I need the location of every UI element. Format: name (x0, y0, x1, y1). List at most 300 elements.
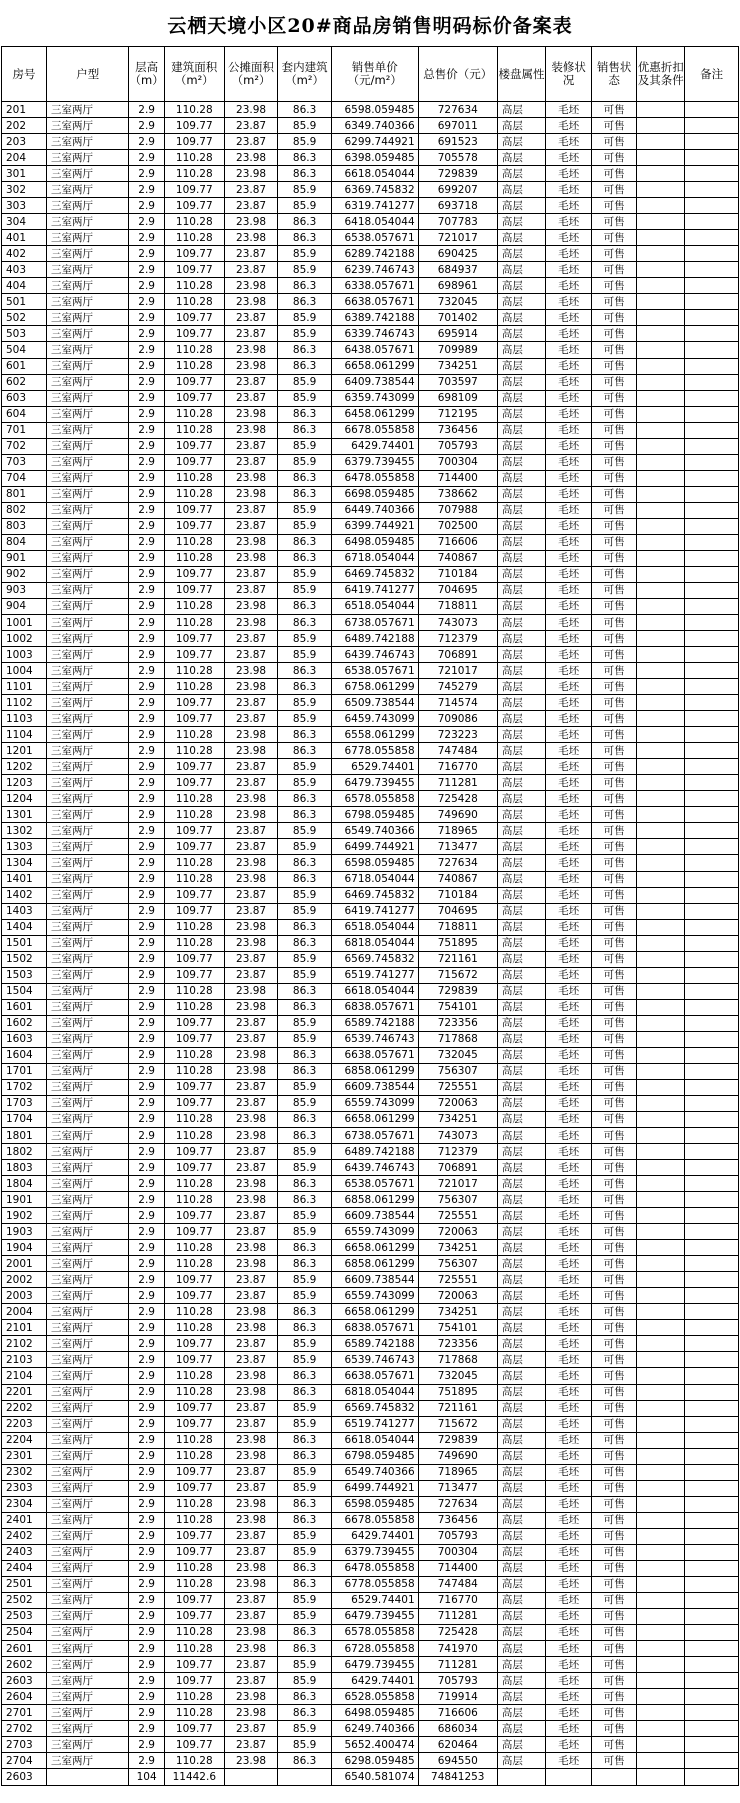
cell-gross-area: 109.77 (164, 1144, 224, 1160)
cell-sale-status: 可售 (592, 695, 637, 711)
cell-sale-status: 可售 (592, 214, 637, 230)
cell-discount (637, 1544, 685, 1560)
cell-floor-height: 2.9 (129, 759, 164, 775)
cell-discount (637, 759, 685, 775)
cell-shared-area: 23.87 (224, 1673, 278, 1689)
cell-floor-height: 2.9 (129, 1432, 164, 1448)
table-row (2, 1673, 739, 1689)
cell-inner-area: 86.3 (278, 791, 332, 807)
cell-floor-height: 2.9 (129, 1368, 164, 1384)
cell-sale-status: 可售 (592, 1031, 637, 1047)
cell-sale-status: 可售 (592, 598, 637, 614)
cell-decoration: 毛坯 (546, 118, 592, 134)
cell-building-attr: 高层 (497, 1015, 545, 1031)
cell-sale-status: 可售 (592, 1047, 637, 1063)
cell-room: 301 (2, 166, 47, 182)
cell-building-attr: 高层 (497, 1288, 545, 1304)
cell-shared-area: 23.87 (224, 1144, 278, 1160)
table-row (2, 1560, 739, 1576)
table-row (2, 743, 739, 759)
cell-discount (637, 903, 685, 919)
cell-building-attr: 高层 (497, 534, 545, 550)
cell-inner-area: 85.9 (278, 1031, 332, 1047)
cell-inner-area: 85.9 (278, 182, 332, 198)
cell-sale-status: 可售 (592, 198, 637, 214)
cell-shared-area: 23.98 (224, 358, 278, 374)
cell-type: 三室两厅 (46, 1336, 128, 1352)
cell-unit-price: 6538.057671 (331, 663, 418, 679)
cell-sale-status: 可售 (592, 1608, 637, 1624)
cell-type: 三室两厅 (46, 871, 128, 887)
cell-remark (685, 1224, 739, 1240)
cell-shared-area: 23.87 (224, 310, 278, 326)
cell-discount (637, 502, 685, 518)
cell-remark (685, 550, 739, 566)
table-row (2, 1352, 739, 1368)
cell-inner-area: 85.9 (278, 1673, 332, 1689)
cell-floor-height: 2.9 (129, 150, 164, 166)
cell-discount (637, 390, 685, 406)
cell-unit-price: 6498.059485 (331, 1705, 418, 1721)
cell-sale-status: 可售 (592, 1176, 637, 1192)
table-row (2, 358, 739, 374)
cell-sale-status: 可售 (592, 823, 637, 839)
cell-gross-area: 110.28 (164, 1689, 224, 1705)
cell-floor-height: 2.9 (129, 1689, 164, 1705)
table-row (2, 166, 739, 182)
cell-sale-status: 可售 (592, 1144, 637, 1160)
cell-discount (637, 999, 685, 1015)
cell-gross-area: 110.28 (164, 486, 224, 502)
cell-unit-price: 6678.055858 (331, 422, 418, 438)
cell-type: 三室两厅 (46, 839, 128, 855)
table-row (2, 278, 739, 294)
table-row (2, 1015, 739, 1031)
cell-building-attr: 高层 (497, 582, 545, 598)
cell-unit-price: 6489.742188 (331, 1144, 418, 1160)
cell-decoration: 毛坯 (546, 150, 592, 166)
cell-gross-area: 109.77 (164, 454, 224, 470)
cell-sale-status: 可售 (592, 1224, 637, 1240)
cell-shared-area: 23.87 (224, 759, 278, 775)
cell-inner-area: 86.3 (278, 294, 332, 310)
table-row (2, 1400, 739, 1416)
cell-building-attr: 高层 (497, 134, 545, 150)
cell-shared-area: 23.98 (224, 935, 278, 951)
cell-gross-area: 109.77 (164, 1160, 224, 1176)
cell-sale-status: 可售 (592, 1272, 637, 1288)
cell-building-attr: 高层 (497, 1208, 545, 1224)
cell-inner-area: 86.3 (278, 1111, 332, 1127)
cell-total-price: 700304 (418, 1544, 497, 1560)
cell-floor-height: 2.9 (129, 1641, 164, 1657)
cell-remark (685, 246, 739, 262)
cell-shared-area: 23.87 (224, 566, 278, 582)
cell-total-price: 684937 (418, 262, 497, 278)
cell-room: 1704 (2, 1111, 47, 1127)
cell-floor-height: 2.9 (129, 1705, 164, 1721)
cell-floor-height: 2.9 (129, 1480, 164, 1496)
cell-room: 1801 (2, 1128, 47, 1144)
cell-gross-area: 110.28 (164, 214, 224, 230)
cell-sale-status: 可售 (592, 1689, 637, 1705)
cell-type: 三室两厅 (46, 1608, 128, 1624)
cell-inner-area: 85.9 (278, 310, 332, 326)
cell-floor-height: 2.9 (129, 791, 164, 807)
cell-discount (637, 983, 685, 999)
cell-floor-height: 2.9 (129, 967, 164, 983)
table-row (2, 631, 739, 647)
cell-sale-status: 可售 (592, 807, 637, 823)
cell-unit-price: 6559.743099 (331, 1288, 418, 1304)
header-inner-area: 套内建筑（m²） (278, 47, 332, 102)
cell-shared-area: 23.87 (224, 1592, 278, 1608)
cell-shared-area: 23.87 (224, 1031, 278, 1047)
cell-inner-area: 86.3 (278, 1128, 332, 1144)
cell-remark (685, 951, 739, 967)
cell-floor-height: 2.9 (129, 214, 164, 230)
cell-total-price: 727634 (418, 102, 497, 118)
cell-room: 2503 (2, 1608, 47, 1624)
cell-decoration: 毛坯 (546, 775, 592, 791)
cell-unit-price: 6549.740366 (331, 1464, 418, 1480)
cell-unit-price: 6459.743099 (331, 711, 418, 727)
cell-gross-area: 109.77 (164, 438, 224, 454)
cell-unit-price: 6658.061299 (331, 1111, 418, 1127)
cell-inner-area: 85.9 (278, 1737, 332, 1753)
cell-sale-status: 可售 (592, 294, 637, 310)
cell-floor-height: 2.9 (129, 903, 164, 919)
table-row (2, 342, 739, 358)
cell-total-price: 690425 (418, 246, 497, 262)
cell-discount (637, 1368, 685, 1384)
cell-inner-area: 86.3 (278, 486, 332, 502)
cell-total-price: 707783 (418, 214, 497, 230)
cell-gross-area: 109.77 (164, 839, 224, 855)
cell-sale-status: 可售 (592, 1352, 637, 1368)
cell-building-attr: 高层 (497, 759, 545, 775)
cell-type: 三室两厅 (46, 102, 128, 118)
cell-decoration: 毛坯 (546, 1737, 592, 1753)
cell-gross-area: 109.77 (164, 1224, 224, 1240)
cell-gross-area: 110.28 (164, 727, 224, 743)
cell-inner-area: 86.3 (278, 230, 332, 246)
cell-shared-area: 23.98 (224, 1705, 278, 1721)
cell-shared-area: 23.87 (224, 1208, 278, 1224)
cell-total-price: 714400 (418, 1560, 497, 1576)
table-row (2, 182, 739, 198)
cell-unit-price: 6389.742188 (331, 310, 418, 326)
cell-floor-height: 2.9 (129, 1737, 164, 1753)
cell-shared-area: 23.98 (224, 102, 278, 118)
cell-decoration: 毛坯 (546, 1608, 592, 1624)
cell-inner-area: 85.9 (278, 695, 332, 711)
cell-inner-area: 86.3 (278, 342, 332, 358)
cell-inner-area: 86.3 (278, 150, 332, 166)
cell-type: 三室两厅 (46, 166, 128, 182)
cell-total-price: 702500 (418, 518, 497, 534)
cell-total-price: 709086 (418, 711, 497, 727)
cell-gross-area: 109.77 (164, 951, 224, 967)
cell-building-attr: 高层 (497, 855, 545, 871)
cell-total-price: 718965 (418, 1464, 497, 1480)
cell-discount (637, 1416, 685, 1432)
cell-inner-area: 86.3 (278, 1304, 332, 1320)
cell-inner-area: 85.9 (278, 1160, 332, 1176)
cell-remark (685, 566, 739, 582)
cell-remark (685, 326, 739, 342)
cell-total-price: 697011 (418, 118, 497, 134)
cell-room: 2703 (2, 1737, 47, 1753)
cell-room: 2003 (2, 1288, 47, 1304)
cell-decoration: 毛坯 (546, 1641, 592, 1657)
cell-building-attr: 高层 (497, 935, 545, 951)
cell-decoration: 毛坯 (546, 1480, 592, 1496)
cell-type: 三室两厅 (46, 887, 128, 903)
cell-discount (637, 711, 685, 727)
cell-discount (637, 1592, 685, 1608)
cell-type: 三室两厅 (46, 486, 128, 502)
cell-remark (685, 727, 739, 743)
cell-floor-height: 2.9 (129, 1512, 164, 1528)
cell-inner-area: 85.9 (278, 1416, 332, 1432)
cell-total-price: 713477 (418, 839, 497, 855)
cell-unit-price: 6458.061299 (331, 406, 418, 422)
cell-shared-area: 23.87 (224, 1657, 278, 1673)
cell-unit-price: 6529.74401 (331, 1592, 418, 1608)
table-row (2, 727, 739, 743)
cell-sale-status: 可售 (592, 1208, 637, 1224)
cell-room: 2103 (2, 1352, 47, 1368)
cell-shared-area: 23.98 (224, 1176, 278, 1192)
cell-gross-area: 109.77 (164, 1657, 224, 1673)
cell-total-price: 716770 (418, 1592, 497, 1608)
cell-sale-status: 可售 (592, 1448, 637, 1464)
cell-floor-height: 2.9 (129, 1144, 164, 1160)
cell-decoration: 毛坯 (546, 1464, 592, 1480)
cell-decoration: 毛坯 (546, 871, 592, 887)
cell-sale-status: 可售 (592, 871, 637, 887)
cell-shared-area: 23.87 (224, 326, 278, 342)
cell-building-attr: 高层 (497, 326, 545, 342)
cell-shared-area: 23.98 (224, 1641, 278, 1657)
cell-discount (637, 118, 685, 134)
cell-floor-height: 2.9 (129, 502, 164, 518)
table-row (2, 438, 739, 454)
cell-room: 803 (2, 518, 47, 534)
cell-discount (637, 342, 685, 358)
cell-building-attr: 高层 (497, 1592, 545, 1608)
cell-remark (685, 1512, 739, 1528)
cell-total-price: 717868 (418, 1031, 497, 1047)
cell-sale-status: 可售 (592, 775, 637, 791)
cell-building-attr: 高层 (497, 1256, 545, 1272)
cell-total-price: 713477 (418, 1480, 497, 1496)
cell-shared-area: 23.87 (224, 246, 278, 262)
cell-remark (685, 1641, 739, 1657)
cell-unit-price: 6439.746743 (331, 1160, 418, 1176)
cell-floor-height: 2.9 (129, 647, 164, 663)
cell-type: 三室两厅 (46, 1705, 128, 1721)
cell-floor-height: 2.9 (129, 1352, 164, 1368)
cell-room: 1902 (2, 1208, 47, 1224)
cell-total-price: 729839 (418, 166, 497, 182)
cell-type: 三室两厅 (46, 566, 128, 582)
cell-type: 三室两厅 (46, 118, 128, 134)
cell-building-attr: 高层 (497, 278, 545, 294)
cell-total-price: 693718 (418, 198, 497, 214)
cell-floor-height: 2.9 (129, 310, 164, 326)
cell-gross-area: 109.77 (164, 1528, 224, 1544)
cell-room: 2504 (2, 1624, 47, 1640)
cell-floor-height: 2.9 (129, 1176, 164, 1192)
cell-unit-price: 6738.057671 (331, 615, 418, 631)
table-row (2, 775, 739, 791)
cell-room: 2501 (2, 1576, 47, 1592)
cell-inner-area: 86.3 (278, 278, 332, 294)
cell-gross-area: 109.77 (164, 262, 224, 278)
cell-total-price: 694550 (418, 1753, 497, 1769)
cell-gross-area: 110.28 (164, 406, 224, 422)
cell-type: 三室两厅 (46, 855, 128, 871)
table-row (2, 1031, 739, 1047)
cell-decoration: 毛坯 (546, 1544, 592, 1560)
cell-decoration: 毛坯 (546, 470, 592, 486)
table-row (2, 1544, 739, 1560)
cell-building-attr: 高层 (497, 631, 545, 647)
cell-discount (637, 1160, 685, 1176)
cell-total-price: 710184 (418, 566, 497, 582)
table-row (2, 1641, 739, 1657)
cell-building-attr (497, 1769, 545, 1786)
cell-inner-area: 86.3 (278, 470, 332, 486)
cell-inner-area: 86.3 (278, 615, 332, 631)
cell-type: 三室两厅 (46, 1592, 128, 1608)
cell-floor-height: 2.9 (129, 1320, 164, 1336)
cell-discount (637, 1689, 685, 1705)
cell-discount (637, 1288, 685, 1304)
cell-gross-area: 109.77 (164, 631, 224, 647)
cell-building-attr: 高层 (497, 1689, 545, 1705)
cell-floor-height: 2.9 (129, 1224, 164, 1240)
table-row (2, 1657, 739, 1673)
cell-total-price: 720063 (418, 1224, 497, 1240)
cell-unit-price: 6359.743099 (331, 390, 418, 406)
table-row (2, 1176, 739, 1192)
cell-decoration: 毛坯 (546, 903, 592, 919)
cell-room: 401 (2, 230, 47, 246)
cell-discount (637, 1352, 685, 1368)
cell-discount (637, 294, 685, 310)
cell-shared-area: 23.98 (224, 1047, 278, 1063)
cell-type: 三室两厅 (46, 1352, 128, 1368)
cell-remark (685, 1368, 739, 1384)
cell-total-price: 714574 (418, 695, 497, 711)
cell-decoration: 毛坯 (546, 1512, 592, 1528)
cell-sale-status: 可售 (592, 1304, 637, 1320)
cell-type: 三室两厅 (46, 534, 128, 550)
cell-floor-height: 2.9 (129, 518, 164, 534)
table-row (2, 695, 739, 711)
cell-gross-area: 110.28 (164, 1368, 224, 1384)
cell-discount (637, 358, 685, 374)
cell-decoration: 毛坯 (546, 1368, 592, 1384)
cell-shared-area: 23.98 (224, 1240, 278, 1256)
cell-discount (637, 134, 685, 150)
table-row (2, 310, 739, 326)
cell-type: 三室两厅 (46, 1624, 128, 1640)
cell-total-price: 712195 (418, 406, 497, 422)
cell-building-attr: 高层 (497, 1512, 545, 1528)
cell-room: 2102 (2, 1336, 47, 1352)
cell-discount (637, 1384, 685, 1400)
cell-discount (637, 615, 685, 631)
cell-discount (637, 1737, 685, 1753)
cell-type: 三室两厅 (46, 1400, 128, 1416)
cell-decoration: 毛坯 (546, 358, 592, 374)
cell-unit-price: 6578.055858 (331, 791, 418, 807)
cell-room: 402 (2, 246, 47, 262)
cell-inner-area: 85.9 (278, 775, 332, 791)
cell-decoration: 毛坯 (546, 582, 592, 598)
cell-type: 三室两厅 (46, 823, 128, 839)
cell-remark (685, 310, 739, 326)
cell-discount (637, 438, 685, 454)
cell-discount (637, 663, 685, 679)
cell-inner-area: 86.3 (278, 214, 332, 230)
cell-unit-price: 6858.061299 (331, 1192, 418, 1208)
cell-remark (685, 1673, 739, 1689)
cell-remark (685, 887, 739, 903)
cell-room: 604 (2, 406, 47, 422)
cell-total-price: 721017 (418, 663, 497, 679)
cell-building-attr: 高层 (497, 1641, 545, 1657)
table-row (2, 598, 739, 614)
cell-unit-price: 6578.055858 (331, 1624, 418, 1640)
table-row (2, 711, 739, 727)
cell-sale-status: 可售 (592, 1705, 637, 1721)
cell-building-attr: 高层 (497, 1544, 545, 1560)
cell-type: 三室两厅 (46, 502, 128, 518)
cell-shared-area: 23.87 (224, 1416, 278, 1432)
cell-sale-status: 可售 (592, 679, 637, 695)
cell-inner-area: 86.3 (278, 1512, 332, 1528)
cell-total-price: 721161 (418, 951, 497, 967)
cell-sale-status: 可售 (592, 887, 637, 903)
cell-decoration: 毛坯 (546, 887, 592, 903)
cell-discount (637, 422, 685, 438)
cell-decoration: 毛坯 (546, 1047, 592, 1063)
cell-remark (685, 999, 739, 1015)
cell-shared-area: 23.87 (224, 695, 278, 711)
cell-remark (685, 1256, 739, 1272)
cell-room: 1202 (2, 759, 47, 775)
cell-gross-area: 110.28 (164, 470, 224, 486)
cell-floor-height: 2.9 (129, 134, 164, 150)
cell-discount (637, 1464, 685, 1480)
cell-remark (685, 454, 739, 470)
cell-room: 2402 (2, 1528, 47, 1544)
cell-inner-area: 85.9 (278, 566, 332, 582)
cell-room: 403 (2, 262, 47, 278)
cell-room: 204 (2, 150, 47, 166)
cell-remark (685, 1192, 739, 1208)
cell-decoration: 毛坯 (546, 999, 592, 1015)
cell-unit-price: 6499.744921 (331, 839, 418, 855)
cell-type: 三室两厅 (46, 1657, 128, 1673)
header-sale-status: 销售状态 (592, 47, 637, 102)
cell-total-price: 700304 (418, 454, 497, 470)
